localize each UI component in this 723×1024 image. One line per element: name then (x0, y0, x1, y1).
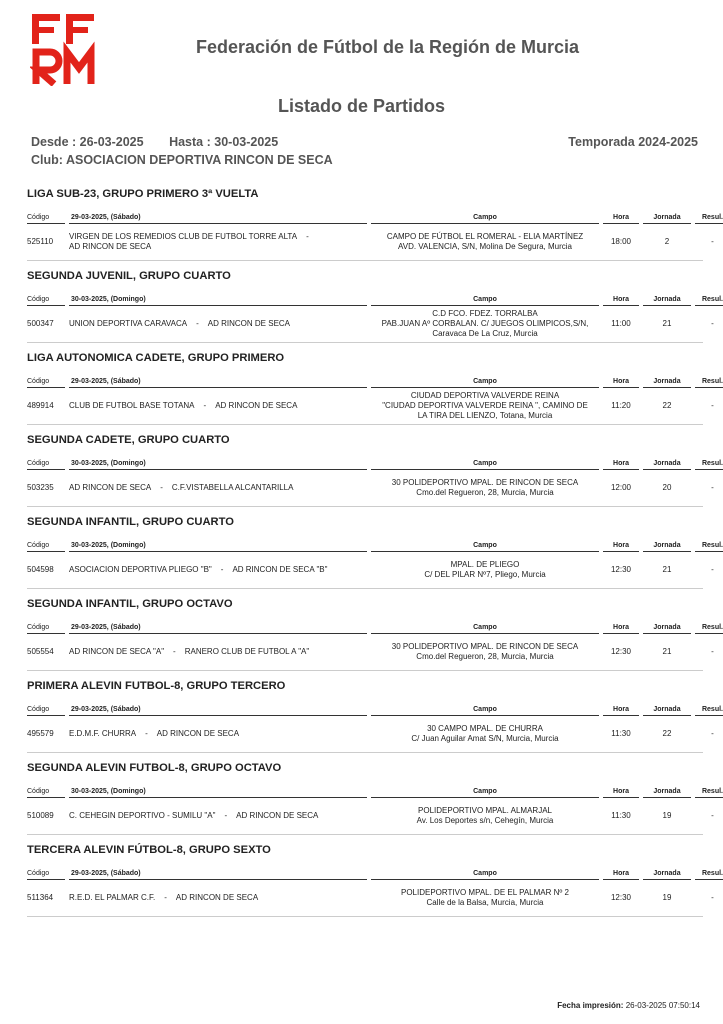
column-jornada: Jornada (643, 622, 691, 634)
table-row (27, 798, 714, 835)
match-date: 29-03-2025, (Sábado) (69, 212, 367, 224)
column-jornada: Jornada (643, 540, 691, 552)
match-teams (69, 565, 367, 575)
column-jornada: Jornada (643, 294, 691, 306)
competition-section (27, 265, 723, 347)
column-hora: Hora (603, 540, 639, 552)
away-team: AD RINCON DE SECA "B" (232, 565, 328, 574)
match-teams (69, 319, 367, 329)
column-codigo: Código (27, 294, 65, 306)
match-code: 504598 (27, 565, 54, 574)
desde-value: 26-03-2025 (79, 135, 144, 149)
table-row (27, 388, 714, 425)
match-teams (69, 232, 367, 252)
table-row (27, 470, 714, 507)
column-jornada: Jornada (643, 212, 691, 224)
competition-title: SEGUNDA INFANTIL, GRUPO CUARTO (27, 516, 234, 528)
match-venue (371, 888, 599, 908)
match-round: 22 (662, 729, 672, 738)
competition-section (27, 839, 723, 921)
teams-separator: - (203, 401, 207, 410)
column-resul: Resul. (695, 868, 723, 880)
teams-separator: - (145, 729, 148, 738)
column-campo: Campo (371, 458, 599, 470)
column-resul: Resul. (695, 622, 723, 634)
venue-line: Av. Los Deportes s/n, Cehegín, Murcia (416, 816, 554, 825)
match-code: 505554 (27, 647, 54, 656)
home-team: C. CEHEGIN DEPORTIVO - SUMILU "A" (69, 811, 216, 820)
temporada: Temporada 2024-2025 (568, 135, 698, 149)
venue-line: Cmo.del Regueron, 28, Murcia, Murcia (416, 488, 554, 497)
table-row (27, 880, 714, 917)
column-resul: Resul. (695, 458, 723, 470)
away-team: RANERO CLUB DE FUTBOL A "A" (184, 647, 310, 656)
match-result: - (711, 811, 714, 820)
match-date: 29-03-2025, (Sábado) (69, 622, 367, 634)
column-codigo: Código (27, 704, 65, 716)
teams-separator: - (306, 232, 309, 241)
table-header (27, 868, 723, 880)
table-row (27, 716, 714, 753)
column-campo: Campo (371, 622, 599, 634)
home-team: ASOCIACION DEPORTIVA PLIEGO "B" (69, 565, 212, 574)
venue-line: MPAL. DE PLIEGO (450, 560, 520, 569)
match-teams (69, 811, 367, 821)
match-time: 11:30 (611, 811, 631, 820)
teams-separator: - (224, 811, 228, 820)
match-venue (371, 391, 599, 421)
match-code: 503235 (27, 483, 54, 492)
table-header (27, 458, 723, 470)
home-team: UNION DEPORTIVA CARAVACA (69, 319, 188, 328)
competition-title: PRIMERA ALEVIN FUTBOL-8, GRUPO TERCERO (27, 680, 286, 692)
competition-title: LIGA AUTONOMICA CADETE, GRUPO PRIMERO (27, 352, 285, 364)
away-team: AD RINCON DE SECA (207, 319, 291, 328)
organization-title: Federación de Fútbol de la Región de Murcia (196, 37, 580, 57)
home-team: E.D.M.F. CHURRA (69, 729, 137, 738)
home-team: VIRGEN DE LOS REMEDIOS CLUB DE FUTBOL TORRE ALTA (69, 232, 298, 241)
print-date (557, 1001, 700, 1010)
column-hora: Hora (603, 212, 639, 224)
venue-line: C/ DEL PILAR Nº7, Pliego, Murcia (424, 570, 546, 579)
column-hora: Hora (603, 458, 639, 470)
date-range (31, 135, 278, 149)
competition-section (27, 675, 723, 757)
match-round: 21 (662, 319, 672, 328)
teams-separator: - (220, 565, 224, 574)
hasta-value: 30-03-2025 (214, 135, 279, 149)
desde-label: Desde : (31, 135, 77, 149)
match-venue (371, 642, 599, 662)
competition-title: TERCERA ALEVIN FÚTBOL-8, GRUPO SEXTO (27, 844, 271, 856)
column-hora: Hora (603, 294, 639, 306)
table-row (27, 552, 714, 589)
match-round: 2 (664, 237, 670, 246)
match-date: 30-03-2025, (Domingo) (69, 786, 367, 798)
home-team: R.E.D. EL PALMAR C.F. (69, 893, 156, 902)
table-header (27, 540, 723, 552)
away-team: C.F.VISTABELLA ALCANTARILLA (171, 483, 294, 492)
match-round: 21 (662, 647, 672, 656)
column-jornada: Jornada (643, 458, 691, 470)
venue-line: CIUDAD DEPORTIVA VALVERDE REINA (410, 391, 560, 400)
table-header (27, 294, 723, 306)
column-codigo: Código (27, 212, 65, 224)
match-date: 29-03-2025, (Sábado) (69, 376, 367, 388)
match-date: 30-03-2025, (Domingo) (69, 540, 367, 552)
match-time: 18:00 (610, 237, 632, 246)
column-campo: Campo (371, 376, 599, 388)
column-jornada: Jornada (643, 704, 691, 716)
column-hora: Hora (603, 868, 639, 880)
venue-line: "CIUDAD DEPORTIVA VALVERDE REINA ", CAMINO DE (382, 401, 588, 410)
venue-line: CAMPO DE FÚTBOL EL ROMERAL - ELIA MARTÍNEZ (386, 232, 584, 241)
teams-separator: - (160, 483, 163, 492)
table-row (27, 224, 714, 261)
competition-section (27, 511, 723, 593)
venue-line: POLIDEPORTIVO MPAL. ALMARJAL (418, 806, 552, 815)
venue-line: Cmo.del Regueron, 28, Murcia, Murcia (416, 652, 554, 661)
venue-line: C.D FCO. FDEZ. TORRALBA (432, 309, 538, 318)
column-campo: Campo (371, 294, 599, 306)
column-codigo: Código (27, 786, 65, 798)
match-time: 12:30 (610, 647, 632, 656)
table-header (27, 786, 723, 798)
match-time: 11:30 (611, 729, 631, 738)
column-jornada: Jornada (643, 786, 691, 798)
match-teams (69, 401, 367, 411)
column-codigo: Código (27, 458, 65, 470)
venue-line: Calle de la Balsa, Murcia, Murcia (426, 898, 544, 907)
match-code: 525110 (27, 237, 54, 246)
column-jornada: Jornada (643, 868, 691, 880)
match-code: 511364 (27, 893, 54, 902)
match-round: 20 (662, 483, 672, 492)
competition-title: LIGA SUB-23, GRUPO PRIMERO 3ª VUELTA (27, 188, 259, 200)
venue-line: 30 CAMPO MPAL. DE CHURRA (427, 724, 543, 733)
match-time: 12:00 (610, 483, 632, 492)
table-header (27, 376, 723, 388)
table-header (27, 622, 723, 634)
match-result: - (711, 319, 714, 328)
column-hora: Hora (603, 622, 639, 634)
match-teams (69, 893, 367, 903)
match-code: 510089 (27, 811, 54, 820)
competition-title: SEGUNDA INFANTIL, GRUPO OCTAVO (27, 598, 233, 610)
hasta-label: Hasta : (169, 135, 211, 149)
column-codigo: Código (27, 622, 65, 634)
match-venue (371, 309, 599, 339)
column-hora: Hora (603, 376, 639, 388)
venue-line: C/ Juan Aguilar Amat S/N, Murcia, Murcia (411, 734, 559, 743)
match-result: - (711, 565, 714, 574)
match-code: 495579 (27, 729, 54, 738)
column-codigo: Código (27, 376, 65, 388)
match-result: - (711, 729, 714, 738)
venue-line: Caravaca De La Cruz, Murcia (432, 329, 538, 338)
match-date: 30-03-2025, (Domingo) (69, 458, 367, 470)
column-resul: Resul. (695, 540, 723, 552)
match-time: 11:20 (611, 401, 631, 410)
column-hora: Hora (603, 704, 639, 716)
match-venue (371, 806, 599, 826)
column-campo: Campo (371, 868, 599, 880)
match-venue (371, 478, 599, 498)
competition-title: SEGUNDA ALEVIN FUTBOL-8, GRUPO OCTAVO (27, 762, 282, 774)
print-date-label: Fecha impresión: (557, 1001, 624, 1010)
match-result: - (711, 237, 714, 246)
match-sections (27, 183, 723, 921)
teams-separator: - (173, 647, 176, 656)
match-round: 19 (662, 811, 672, 820)
club-line (31, 153, 333, 167)
venue-line: 30 POLIDEPORTIVO MPAL. DE RINCON DE SECA (391, 642, 579, 651)
club-label: Club: (31, 153, 63, 167)
match-time: 12:30 (610, 893, 632, 902)
teams-separator: - (196, 319, 199, 328)
document-title: Listado de Partidos (277, 96, 446, 116)
competition-section (27, 593, 723, 675)
match-venue (371, 232, 599, 252)
match-teams (69, 647, 367, 657)
column-resul: Resul. (695, 376, 723, 388)
competition-title: SEGUNDA CADETE, GRUPO CUARTO (27, 434, 230, 446)
away-team: AD RINCON DE SECA (175, 893, 259, 902)
match-result: - (711, 647, 714, 656)
match-time: 12:30 (610, 565, 632, 574)
table-row (27, 634, 714, 671)
column-campo: Campo (371, 540, 599, 552)
column-codigo: Código (27, 868, 65, 880)
club-value: ASOCIACION DEPORTIVA RINCON DE SECA (65, 153, 333, 167)
column-resul: Resul. (695, 212, 723, 224)
away-team: AD RINCON DE SECA (69, 242, 152, 251)
table-header (27, 212, 723, 224)
table-row (27, 306, 714, 343)
venue-line: AVD. VALENCIA, S/N, Molina De Segura, Murcia (398, 242, 572, 251)
column-resul: Resul. (695, 294, 723, 306)
column-campo: Campo (371, 704, 599, 716)
competition-section (27, 347, 723, 429)
column-jornada: Jornada (643, 376, 691, 388)
competition-section (27, 429, 723, 511)
match-date: 29-03-2025, (Sábado) (69, 704, 367, 716)
competition-section (27, 183, 723, 265)
teams-separator: - (164, 893, 167, 902)
column-hora: Hora (603, 786, 639, 798)
match-date: 30-03-2025, (Domingo) (69, 294, 367, 306)
match-result: - (711, 401, 714, 410)
match-time: 11:00 (611, 319, 631, 328)
home-team: AD RINCON DE SECA "A" (69, 647, 165, 656)
match-date: 29-03-2025, (Sábado) (69, 868, 367, 880)
match-round: 21 (662, 565, 672, 574)
column-codigo: Código (27, 540, 65, 552)
home-team: AD RINCON DE SECA (69, 483, 152, 492)
competition-title: SEGUNDA JUVENIL, GRUPO CUARTO (27, 270, 231, 282)
venue-line: PAB.JUAN Aº CORBALAN. C/ JUEGOS OLIMPICOS,S/N, (381, 319, 589, 328)
column-campo: Campo (371, 212, 599, 224)
table-header (27, 704, 723, 716)
competition-section (27, 757, 723, 839)
away-team: AD RINCON DE SECA (156, 729, 240, 738)
venue-line: LA TIRA DEL LIENZO, Totana, Murcia (417, 411, 553, 420)
match-round: 19 (662, 893, 672, 902)
match-round: 22 (662, 401, 672, 410)
match-code: 489914 (27, 401, 54, 410)
match-venue (371, 560, 599, 580)
match-result: - (711, 893, 714, 902)
match-teams (69, 483, 367, 493)
match-code: 500347 (27, 319, 54, 328)
column-resul: Resul. (695, 786, 723, 798)
away-team: AD RINCON DE SECA (236, 811, 319, 820)
ffrm-logo (30, 12, 96, 86)
print-date-value: 26-03-2025 07:50:14 (625, 1001, 700, 1010)
away-team: AD RINCON DE SECA (215, 401, 298, 410)
venue-line: POLIDEPORTIVO MPAL. DE EL PALMAR Nº 2 (400, 888, 569, 897)
home-team: CLUB DE FUTBOL BASE TOTANA (69, 401, 195, 410)
venue-line: 30 POLIDEPORTIVO MPAL. DE RINCON DE SECA (391, 478, 579, 487)
match-result: - (711, 483, 714, 492)
column-resul: Resul. (695, 704, 723, 716)
match-venue (371, 724, 599, 744)
match-teams (69, 729, 367, 739)
column-campo: Campo (371, 786, 599, 798)
